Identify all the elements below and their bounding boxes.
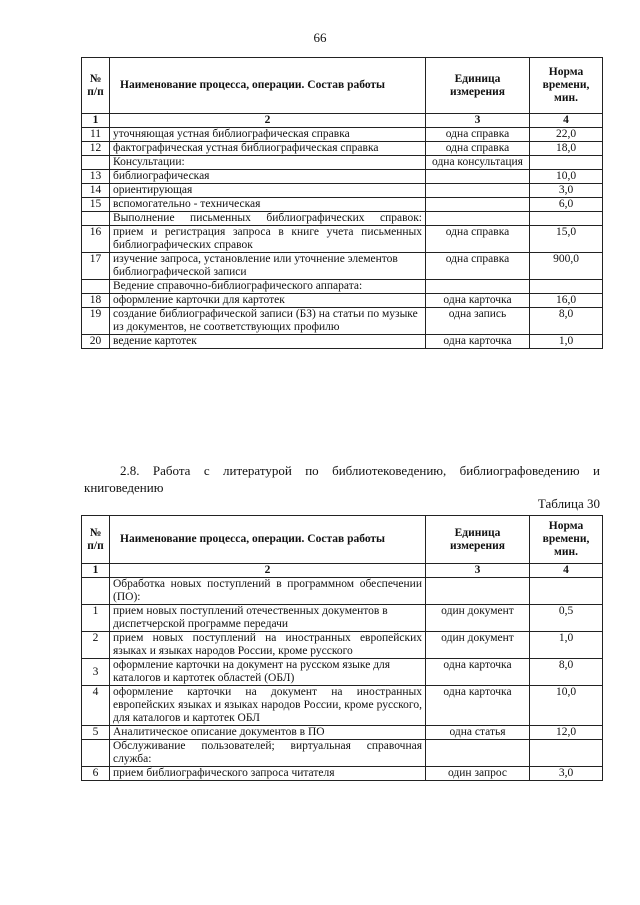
row-name: Консультации: bbox=[110, 156, 426, 170]
table-row bbox=[82, 686, 603, 726]
norms-table-2 bbox=[81, 515, 603, 781]
table-row bbox=[82, 253, 603, 280]
table-row bbox=[82, 605, 603, 632]
row-number: 12 bbox=[82, 142, 110, 156]
row-norm: 10,0 bbox=[530, 686, 603, 726]
row-name: прием новых поступлений на иностранных европейских языках и языках народов России, кроме русского bbox=[110, 632, 426, 659]
row-norm: 3,0 bbox=[530, 767, 603, 781]
column-number-row bbox=[82, 564, 603, 578]
row-norm bbox=[530, 578, 603, 605]
row-name: фактографическая устная библиографическая справка bbox=[110, 142, 426, 156]
row-name: изучение запроса, установление или уточнение элементов библиографической записи bbox=[110, 253, 426, 280]
row-unit: одна карточка bbox=[426, 294, 530, 308]
table-row bbox=[82, 226, 603, 253]
row-unit: одна статья bbox=[426, 726, 530, 740]
row-norm: 8,0 bbox=[530, 659, 603, 686]
header-name: Наименование процесса, операции. Состав работы bbox=[110, 58, 426, 114]
row-name: Ведение справочно-библиографического аппарата: bbox=[110, 280, 426, 294]
header-row bbox=[82, 516, 603, 564]
row-norm: 1,0 bbox=[530, 335, 603, 349]
row-norm: 6,0 bbox=[530, 198, 603, 212]
row-number: 15 bbox=[82, 198, 110, 212]
header-norm: Норма времени, мин. bbox=[530, 58, 603, 114]
table-row bbox=[82, 578, 603, 605]
row-name: ведение картотек bbox=[110, 335, 426, 349]
table-row bbox=[82, 156, 603, 170]
col-number: 1 bbox=[82, 564, 110, 578]
table-row bbox=[82, 767, 603, 781]
row-norm: 900,0 bbox=[530, 253, 603, 280]
col-number: 2 bbox=[110, 564, 426, 578]
row-number: 17 bbox=[82, 253, 110, 280]
table-row bbox=[82, 740, 603, 767]
row-norm: 0,5 bbox=[530, 605, 603, 632]
page-number: 66 bbox=[313, 30, 327, 45]
section-heading bbox=[84, 462, 600, 496]
row-unit: один документ bbox=[426, 605, 530, 632]
row-name: вспомогательно - техническая bbox=[110, 198, 426, 212]
table-row bbox=[82, 280, 603, 294]
row-norm: 18,0 bbox=[530, 142, 603, 156]
row-name: ориентирующая bbox=[110, 184, 426, 198]
column-number-row bbox=[82, 114, 603, 128]
row-unit bbox=[426, 184, 530, 198]
row-number bbox=[82, 280, 110, 294]
row-unit bbox=[426, 280, 530, 294]
header-norm: Норма времени, мин. bbox=[530, 516, 603, 564]
col-number: 2 bbox=[110, 114, 426, 128]
row-name: создание библиографической записи (БЗ) на статьи по музыке из документов, не соответствующих профилю bbox=[110, 308, 426, 335]
table-row bbox=[82, 198, 603, 212]
row-number: 2 bbox=[82, 632, 110, 659]
row-name: Выполнение письменных библиографических справок: bbox=[110, 212, 426, 226]
row-unit: одна справка bbox=[426, 128, 530, 142]
col-number: 4 bbox=[530, 564, 603, 578]
row-unit bbox=[426, 578, 530, 605]
row-norm bbox=[530, 156, 603, 170]
row-name: прием библиографического запроса читателя bbox=[110, 767, 426, 781]
row-unit: одна запись bbox=[426, 308, 530, 335]
header-num: № п/п bbox=[82, 516, 110, 564]
row-number: 20 bbox=[82, 335, 110, 349]
row-number: 11 bbox=[82, 128, 110, 142]
row-number: 19 bbox=[82, 308, 110, 335]
table-row bbox=[82, 128, 603, 142]
header-row bbox=[82, 58, 603, 114]
row-unit: один документ bbox=[426, 632, 530, 659]
row-number: 18 bbox=[82, 294, 110, 308]
norms-table-1 bbox=[81, 57, 603, 349]
row-unit bbox=[426, 212, 530, 226]
row-unit bbox=[426, 740, 530, 767]
row-norm: 8,0 bbox=[530, 308, 603, 335]
table-caption: Таблица 30 bbox=[537, 496, 600, 511]
table-row bbox=[82, 308, 603, 335]
row-name: оформление карточки на документ на иностранных европейских языках и языках народов России, кроме русского, для каталогов и картотек ОБЛ bbox=[110, 686, 426, 726]
table-row bbox=[82, 659, 603, 686]
row-number: 14 bbox=[82, 184, 110, 198]
row-norm: 1,0 bbox=[530, 632, 603, 659]
row-norm: 15,0 bbox=[530, 226, 603, 253]
row-name: прием и регистрация запроса в книге учета письменных библиографических справок bbox=[110, 226, 426, 253]
col-number: 1 bbox=[82, 114, 110, 128]
row-name: прием новых поступлений отечественных документов в диспетчерской программе передачи bbox=[110, 605, 426, 632]
header-name: Наименование процесса, операции. Состав работы bbox=[110, 516, 426, 564]
col-number: 3 bbox=[426, 564, 530, 578]
row-unit bbox=[426, 170, 530, 184]
row-unit: одна справка bbox=[426, 226, 530, 253]
row-norm bbox=[530, 280, 603, 294]
row-norm: 22,0 bbox=[530, 128, 603, 142]
row-number: 4 bbox=[82, 686, 110, 726]
row-unit: один запрос bbox=[426, 767, 530, 781]
row-norm bbox=[530, 212, 603, 226]
row-number bbox=[82, 156, 110, 170]
row-norm: 3,0 bbox=[530, 184, 603, 198]
row-number: 1 bbox=[82, 605, 110, 632]
row-number bbox=[82, 212, 110, 226]
row-number: 16 bbox=[82, 226, 110, 253]
header-unit: Единица измерения bbox=[426, 516, 530, 564]
header-unit: Единица измерения bbox=[426, 58, 530, 114]
col-number: 3 bbox=[426, 114, 530, 128]
row-name: Аналитическое описание документов в ПО bbox=[110, 726, 426, 740]
row-unit: одна карточка bbox=[426, 335, 530, 349]
row-unit: одна карточка bbox=[426, 659, 530, 686]
row-name: Обработка новых поступлений в программном обеспечении (ПО): bbox=[110, 578, 426, 605]
row-norm: 12,0 bbox=[530, 726, 603, 740]
row-name: оформление карточки на документ на русском языке для каталогов и картотек областей (ОБЛ) bbox=[110, 659, 426, 686]
row-unit: одна справка bbox=[426, 253, 530, 280]
row-norm: 16,0 bbox=[530, 294, 603, 308]
row-name: Обслуживание пользователей; виртуальная справочная служба: bbox=[110, 740, 426, 767]
row-norm bbox=[530, 740, 603, 767]
header-num: № п/п bbox=[82, 58, 110, 114]
table-row bbox=[82, 212, 603, 226]
row-number: 6 bbox=[82, 767, 110, 781]
row-unit: одна консультация bbox=[426, 156, 530, 170]
table-row bbox=[82, 335, 603, 349]
row-unit: одна карточка bbox=[426, 686, 530, 726]
col-number: 4 bbox=[530, 114, 603, 128]
row-number: 13 bbox=[82, 170, 110, 184]
row-number bbox=[82, 740, 110, 767]
table-row bbox=[82, 726, 603, 740]
section-heading-line1: 2.8. Работа с литературой по библиотековедению, библиографоведению и bbox=[120, 463, 600, 478]
table-row bbox=[82, 142, 603, 156]
row-name: уточняющая устная библиографическая справка bbox=[110, 128, 426, 142]
row-number: 5 bbox=[82, 726, 110, 740]
table-row bbox=[82, 184, 603, 198]
row-unit: одна справка bbox=[426, 142, 530, 156]
table-row bbox=[82, 632, 603, 659]
row-number bbox=[82, 578, 110, 605]
row-norm: 10,0 bbox=[530, 170, 603, 184]
row-name: оформление карточки для картотек bbox=[110, 294, 426, 308]
table-row bbox=[82, 294, 603, 308]
row-number: 3 bbox=[82, 659, 110, 686]
row-name: библиографическая bbox=[110, 170, 426, 184]
row-unit bbox=[426, 198, 530, 212]
section-heading-line2: книговедению bbox=[84, 480, 164, 495]
table-row bbox=[82, 170, 603, 184]
